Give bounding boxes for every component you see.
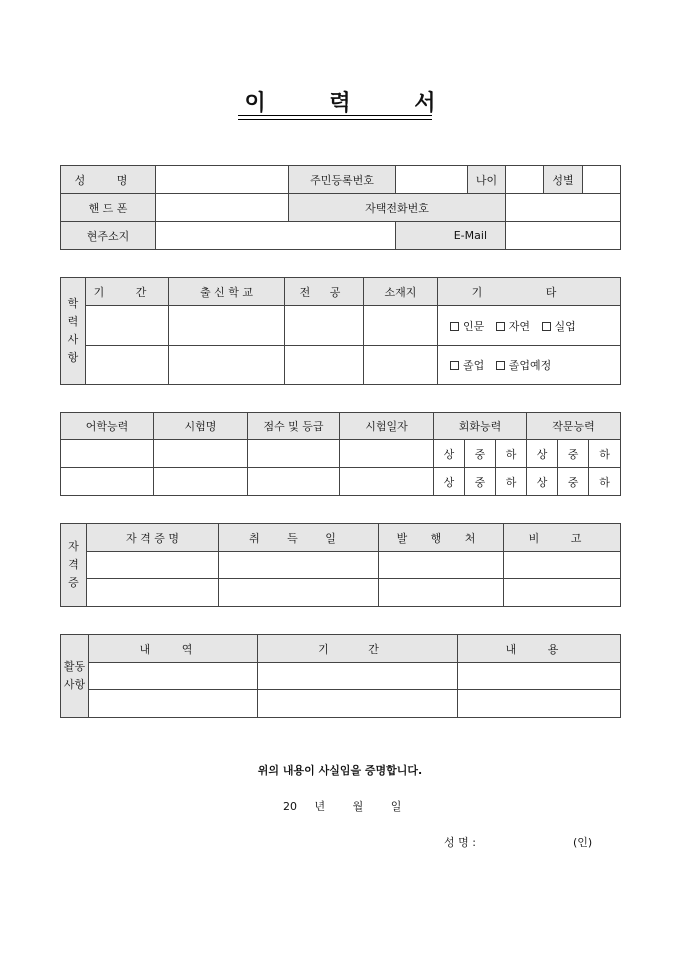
certificates-table xyxy=(60,523,621,607)
address-label: 현주소지 xyxy=(61,222,156,250)
edu-header-school: 출 신 학 교 xyxy=(169,278,285,306)
document-title: 이 력 서 xyxy=(244,91,464,116)
cert-date-2[interactable] xyxy=(219,579,379,607)
lang-score-2[interactable] xyxy=(248,468,340,496)
option-expected-graduation[interactable]: 졸업예정 xyxy=(496,359,552,372)
writing-high-1[interactable]: 상 xyxy=(527,440,558,468)
edu-location-2[interactable] xyxy=(364,346,438,385)
gender-field[interactable] xyxy=(583,166,621,194)
writing-low-1[interactable]: 하 xyxy=(589,440,621,468)
cert-header-name: 자 격 증 명 xyxy=(87,524,219,552)
lang-header-speaking: 회화능력 xyxy=(434,413,527,440)
edu-major-2[interactable] xyxy=(285,346,364,385)
education-table xyxy=(60,277,621,385)
act-header-detail: 내 역 xyxy=(89,635,258,663)
cert-name-2[interactable] xyxy=(87,579,219,607)
act-period-1[interactable] xyxy=(258,663,458,690)
gender-label: 성별 xyxy=(544,166,583,194)
act-content-2[interactable] xyxy=(458,690,621,718)
writing-low-2[interactable]: 하 xyxy=(589,468,621,496)
act-content-1[interactable] xyxy=(458,663,621,690)
edu-header-major: 전 공 xyxy=(285,278,364,306)
option-humanities[interactable]: 인문 xyxy=(450,320,484,333)
edu-location-1[interactable] xyxy=(364,306,438,346)
act-header-period: 기 간 xyxy=(258,635,458,663)
activities-side-label: 활동 사항 xyxy=(61,635,89,718)
act-detail-2[interactable] xyxy=(89,690,258,718)
act-header-content: 내 용 xyxy=(458,635,621,663)
rrn-label: 주민등록번호 xyxy=(289,166,396,194)
cert-note-2[interactable] xyxy=(504,579,621,607)
edu-header-period: 기 간 xyxy=(86,278,169,306)
lang-header-test: 시험명 xyxy=(154,413,248,440)
cert-note-1[interactable] xyxy=(504,552,621,579)
cert-name-1[interactable] xyxy=(87,552,219,579)
speaking-low-2[interactable]: 하 xyxy=(496,468,527,496)
speaking-low-1[interactable]: 하 xyxy=(496,440,527,468)
speaking-high-2[interactable]: 상 xyxy=(434,468,465,496)
age-label: 나이 xyxy=(468,166,506,194)
name-label: 성 명 xyxy=(61,166,156,194)
email-label: E-Mail xyxy=(396,222,506,250)
option-vocational[interactable]: 실업 xyxy=(542,320,576,333)
education-side-label: 학 력 사 항 xyxy=(61,278,86,385)
option-science[interactable]: 자연 xyxy=(496,320,530,333)
edu-header-etc: 기 타 xyxy=(438,278,621,306)
lang-header-ability: 어학능력 xyxy=(61,413,154,440)
edu-etc-2 xyxy=(438,346,621,385)
act-period-2[interactable] xyxy=(258,690,458,718)
lang-date-2[interactable] xyxy=(340,468,434,496)
checkbox-icon[interactable] xyxy=(542,322,551,331)
lang-ability-1[interactable] xyxy=(61,440,154,468)
cert-issuer-2[interactable] xyxy=(379,579,504,607)
checkbox-icon[interactable] xyxy=(496,361,505,370)
cert-date-1[interactable] xyxy=(219,552,379,579)
lang-test-1[interactable] xyxy=(154,440,248,468)
date-line xyxy=(283,798,401,814)
signature-label: 성 명 : xyxy=(444,836,476,849)
lang-score-1[interactable] xyxy=(248,440,340,468)
writing-high-2[interactable]: 상 xyxy=(527,468,558,496)
address-field[interactable] xyxy=(156,222,396,250)
speaking-mid-1[interactable]: 중 xyxy=(465,440,496,468)
cert-header-note: 비 고 xyxy=(504,524,621,552)
lang-ability-2[interactable] xyxy=(61,468,154,496)
speaking-mid-2[interactable]: 중 xyxy=(465,468,496,496)
personal-info-table xyxy=(60,165,621,250)
writing-mid-2[interactable]: 중 xyxy=(558,468,589,496)
edu-period-2[interactable] xyxy=(86,346,169,385)
edu-major-1[interactable] xyxy=(285,306,364,346)
activities-table xyxy=(60,634,621,718)
email-field[interactable] xyxy=(506,222,621,250)
certification-statement: 위의 내용이 사실임을 증명합니다. xyxy=(257,764,423,777)
date-year-prefix: 20 xyxy=(283,800,297,813)
title-underline-bottom xyxy=(238,119,432,120)
seal-label: (인) xyxy=(573,836,593,849)
checkbox-icon[interactable] xyxy=(450,361,459,370)
lang-header-date: 시험일자 xyxy=(340,413,434,440)
writing-mid-1[interactable]: 중 xyxy=(558,440,589,468)
name-field[interactable] xyxy=(156,166,289,194)
language-table xyxy=(60,412,621,496)
certificates-side-label: 자 격 증 xyxy=(61,524,87,607)
edu-etc-1 xyxy=(438,306,621,346)
phone-label: 핸 드 폰 xyxy=(61,194,156,222)
speaking-high-1[interactable]: 상 xyxy=(434,440,465,468)
cert-header-issuer: 발 행 처 xyxy=(379,524,504,552)
title-underline-top xyxy=(238,115,432,116)
checkbox-icon[interactable] xyxy=(450,322,459,331)
lang-header-score: 점수 및 등급 xyxy=(248,413,340,440)
lang-test-2[interactable] xyxy=(154,468,248,496)
cert-issuer-1[interactable] xyxy=(379,552,504,579)
edu-school-1[interactable] xyxy=(169,306,285,346)
cert-header-date: 취 득 일 xyxy=(219,524,379,552)
lang-header-writing: 작문능력 xyxy=(527,413,621,440)
option-graduated[interactable]: 졸업 xyxy=(450,359,484,372)
checkbox-icon[interactable] xyxy=(496,322,505,331)
phone-field[interactable] xyxy=(156,194,289,222)
lang-date-1[interactable] xyxy=(340,440,434,468)
home-phone-field[interactable] xyxy=(506,194,621,222)
edu-school-2[interactable] xyxy=(169,346,285,385)
date-month-label: 월 xyxy=(352,800,364,813)
date-year-label: 년 xyxy=(314,800,326,813)
edu-header-location: 소재지 xyxy=(364,278,438,306)
act-detail-1[interactable] xyxy=(89,663,258,690)
home-phone-label: 자택전화번호 xyxy=(289,194,506,222)
date-day-label: 일 xyxy=(390,800,402,813)
rrn-field[interactable] xyxy=(396,166,468,194)
edu-period-1[interactable] xyxy=(86,306,169,346)
age-field[interactable] xyxy=(506,166,544,194)
